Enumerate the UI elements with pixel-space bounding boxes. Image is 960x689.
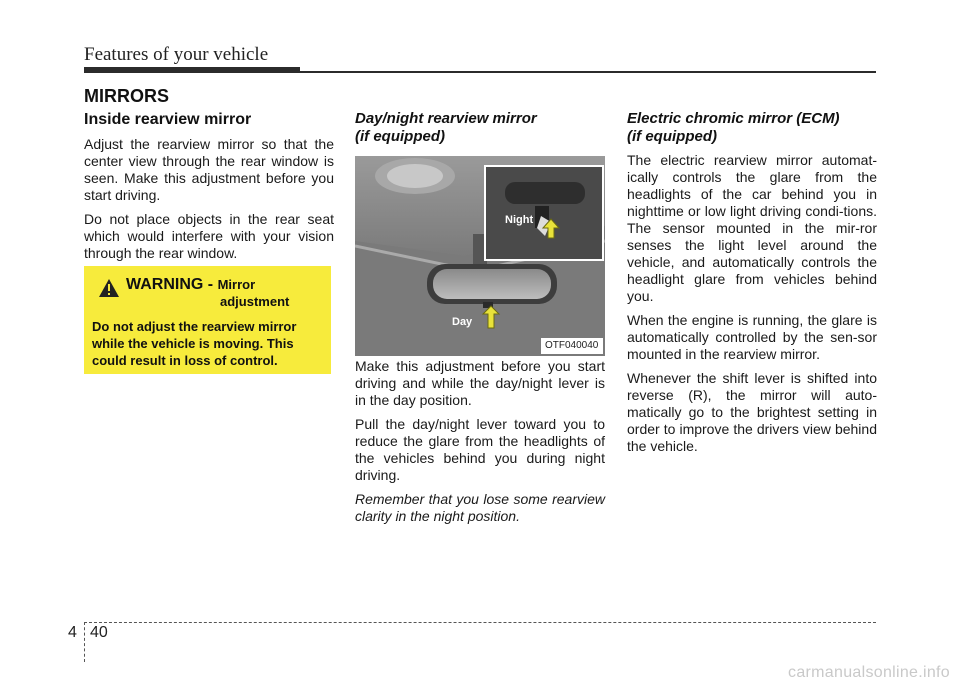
page-number-separator <box>84 622 85 662</box>
chapter-number: 4 <box>68 624 77 641</box>
day-night-paragraph-3: Remember that you lose some rearview clarity in the night position. <box>355 491 605 524</box>
ecm-paragraph-1: The electric rearview mirror automat-ically controls the glare from the headlights of the car behind you in nighttime or low light driving condi-tions. The sensor mounted in the mir-ror senses the light level around the vehicle, and automatically controls the headlight glare from vehicles behind you. <box>627 152 877 304</box>
column-ecm <box>627 110 877 462</box>
inside-mirror-paragraph-2: Do not place objects in the rear seat which would interfere with your vision through the rear window. <box>84 211 334 261</box>
header-bar-thick <box>84 67 300 73</box>
footer-rule <box>84 622 876 623</box>
header-rule <box>300 71 876 73</box>
mirror-illustration <box>355 156 605 356</box>
day-night-heading-line1: Day/night rearview mirror <box>355 110 537 127</box>
ecm-heading <box>627 110 877 146</box>
warning-box <box>84 266 331 374</box>
night-label: Night <box>505 214 534 226</box>
page-number: 40 <box>90 624 108 641</box>
ecm-paragraph-2: When the engine is running, the glare is automatically controlled by the sen-sor mounted in the rearview mirror. <box>627 312 877 362</box>
warning-text: Do not adjust the rearview mirror while the vehicle is moving. This could result in loss of control. <box>92 319 297 368</box>
warning-title-line1: Mirror <box>217 277 256 292</box>
day-night-paragraph-1: Make this adjustment before you start driving and while the day/night lever is in the day position. <box>355 358 605 408</box>
figure-code: OTF040040 <box>545 340 599 351</box>
ecm-heading-line1: Electric chromic mirror (ECM) <box>627 110 840 127</box>
column-day-night-mirror <box>355 110 605 152</box>
warning-title-line2: adjustment <box>220 294 290 309</box>
inside-mirror-heading: Inside rearview mirror <box>84 111 252 128</box>
mirror-photo <box>355 156 605 356</box>
day-night-heading <box>355 110 605 146</box>
warning-header <box>92 276 323 310</box>
day-night-body <box>355 356 605 532</box>
section-title: MIRRORS <box>84 86 169 106</box>
inside-mirror-paragraph-1: Adjust the rearview mirror so that the center view through the rear window is seen. Make this adjustment before you start driving. <box>84 136 334 203</box>
ecm-heading-line2: (if equipped) <box>627 128 717 145</box>
page-header-title: Features of your vehicle <box>84 44 269 65</box>
watermark: carmanualsonline.info <box>788 664 950 681</box>
day-label: Day <box>452 316 473 328</box>
column-inside-mirror <box>84 110 334 269</box>
day-night-paragraph-2: Pull the day/night lever toward you to reduce the glare from the headlights of the vehicles behind you during night driving. <box>355 416 605 483</box>
ecm-paragraph-3: Whenever the shift lever is shifted into reverse (R), the mirror will auto-matically go to the brightest setting in order to improve the drivers view behind the vehicle. <box>627 370 877 454</box>
day-night-heading-line2: (if equipped) <box>355 128 445 145</box>
warning-word: WARNING - <box>126 276 214 293</box>
warning-triangle-icon <box>98 278 120 298</box>
